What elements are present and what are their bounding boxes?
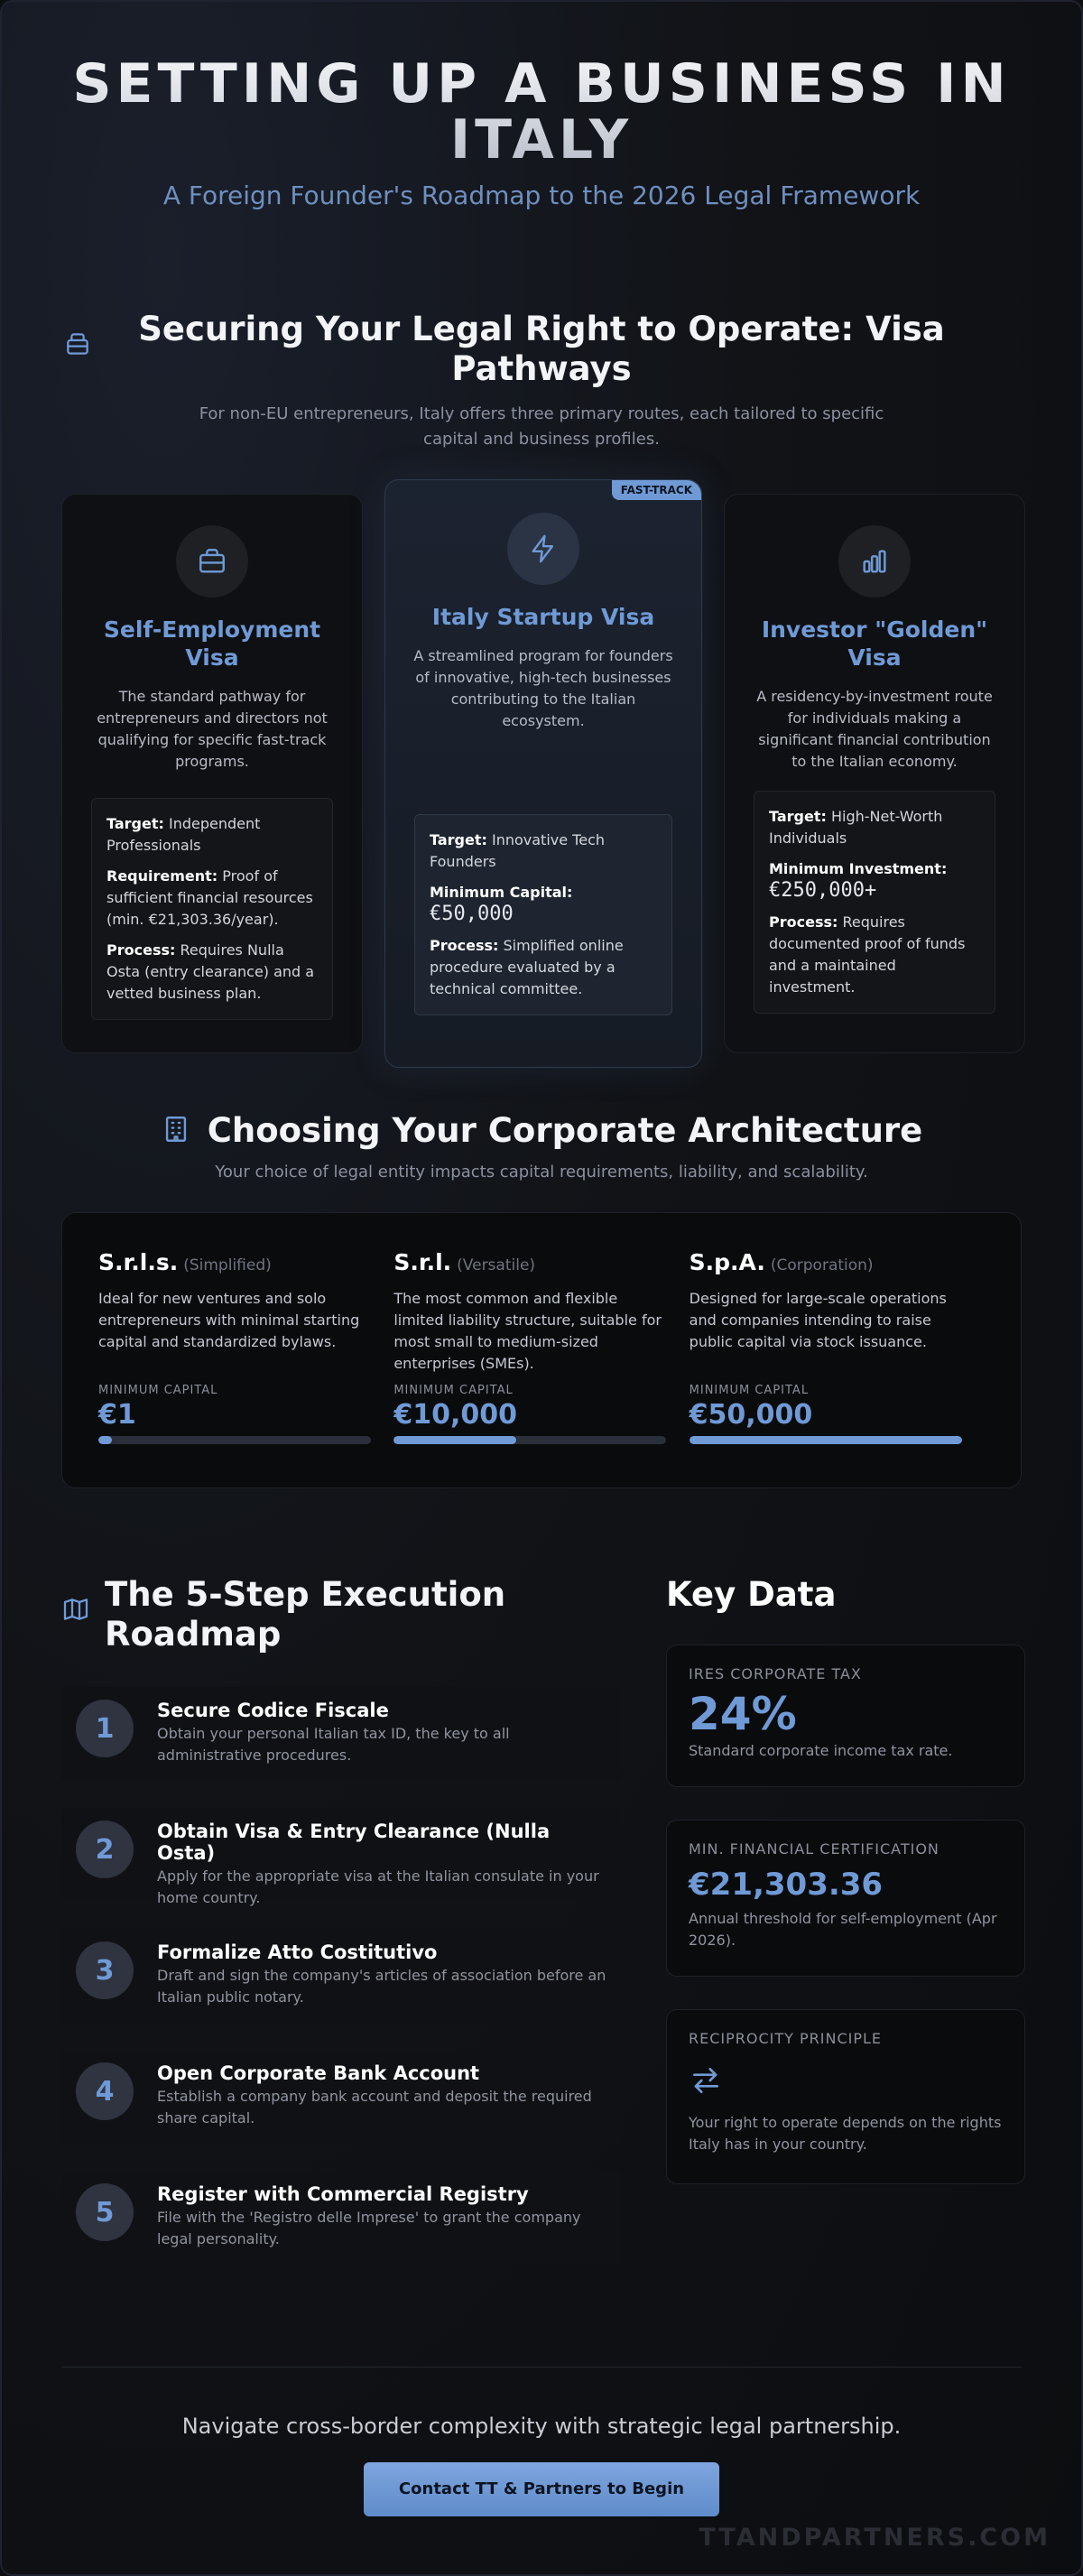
contact-button[interactable]: Contact TT & Partners to Begin [364, 2462, 719, 2516]
entity-comparison [61, 1212, 1022, 1488]
visa-card-details [754, 791, 995, 1014]
entity-tag: (Corporation) [770, 1256, 874, 1274]
visa-section [2, 310, 1081, 1057]
visa-card-details [91, 798, 333, 1020]
detail-label: Target: [769, 808, 827, 825]
step-title: Obtain Visa & Entry Clearance (Nulla Osta) [157, 1821, 551, 1864]
entity-spa [690, 1249, 985, 1487]
detail-label: Process: [769, 913, 838, 931]
step-number: 4 [76, 2062, 134, 2120]
capital-bar [690, 1436, 962, 1444]
entity-description: The most common and flexible limited liability structure, suitable for most small to medium-sized enterprises (SMEs). [393, 1290, 662, 1372]
key-card-value: €21,303.36 [689, 1867, 884, 1903]
roadmap [61, 1575, 623, 2292]
page-title: SETTING UP A BUSINESS IN ITALY [63, 56, 1020, 168]
lightning-icon [507, 513, 579, 585]
building-icon [161, 1114, 191, 1148]
roadmap-step [61, 2171, 623, 2265]
detail-label: Target: [106, 815, 164, 832]
capital-value: €10,000 [393, 1399, 517, 1431]
map-icon [61, 1595, 90, 1627]
key-card-tax [666, 1645, 1025, 1787]
detail-value: Independent Professionals [106, 815, 261, 854]
capital-bar [98, 1436, 371, 1444]
footer [2, 2414, 1081, 2516]
detail-label: Requirement: [106, 867, 218, 885]
detail-value: Requires documented proof of funds and a maintained investment. [769, 913, 966, 996]
step-title: Formalize Atto Costitutivo [157, 1941, 438, 1963]
key-data [666, 1575, 1025, 2184]
detail-label: Minimum Capital: [430, 884, 573, 901]
capital-bar-fill [98, 1436, 112, 1444]
capital-value: €50,000 [689, 1399, 813, 1431]
step-description: Obtain your personal Italian tax ID, the key to all administrative procedures. [157, 1725, 510, 1764]
architecture-description: Your choice of legal entity impacts capital requirements, liability, and scalability. [215, 1163, 868, 1181]
visa-card-description: A streamlined program for founders of innovative, high-tech businesses contributing to the Italian ecosystem. [413, 647, 673, 729]
detail-label: Minimum Investment: [769, 860, 948, 877]
key-card-label: MIN. FINANCIAL CERTIFICATION [689, 1840, 940, 1858]
detail-value: €250,000+ [769, 879, 877, 902]
entity-name: S.p.A. [689, 1249, 765, 1275]
key-card-label: IRES CORPORATE TAX [689, 1665, 862, 1682]
key-card-label: RECIPROCITY PRINCIPLE [689, 2030, 883, 2047]
capital-bar [393, 1436, 666, 1444]
key-card-description: Annual threshold for self-employment (Apr 2026). [689, 1910, 997, 1949]
architecture-title: Choosing Your Corporate Architecture [207, 1111, 923, 1150]
capital-value: €1 [98, 1399, 136, 1431]
step-number: 1 [76, 1700, 134, 1757]
key-card-description: Your right to operate depends on the rights Italy has in your country. [689, 2114, 1002, 2153]
step-title: Register with Commercial Registry [157, 2183, 529, 2205]
detail-value: Requires Nulla Osta (entry clearance) and a vetted business plan. [106, 941, 315, 1002]
detail-value: High-Net-Worth Individuals [769, 808, 943, 847]
passport-icon [63, 329, 92, 362]
entity-name: S.r.l.s. [98, 1249, 179, 1275]
roadmap-step [61, 1929, 623, 2023]
brand-watermark: TTANDPARTNERS.COM [699, 2524, 1051, 2552]
capital-label: MINIMUM CAPITAL [98, 1384, 218, 1397]
detail-value: Simplified online procedure evaluated by a technical committee. [430, 937, 624, 997]
arrows-exchange-icon [689, 2063, 1003, 2101]
roadmap-step [61, 2050, 623, 2144]
step-title: Secure Codice Fiscale [157, 1700, 389, 1721]
capital-bar-fill [690, 1436, 962, 1444]
step-number: 5 [76, 2183, 134, 2241]
visa-card-title: Investor "Golden" Visa [761, 616, 988, 671]
roadmap-step [61, 1808, 623, 1906]
step-number: 3 [76, 1941, 134, 1999]
visa-section-description: For non-EU entrepreneurs, Italy offers three primary routes, each tailored to specific capital and business profiles. [199, 404, 884, 449]
roadmap-title: The 5-Step Execution Roadmap [105, 1575, 506, 1654]
visa-card-startup [384, 479, 702, 1068]
detail-value: Proof of sufficient financial resources (min. €21,303.36/year). [106, 867, 313, 928]
step-description: File with the 'Registro delle Imprese' to grant the company legal personality. [157, 2209, 581, 2247]
entity-description: Designed for large-scale operations and companies intending to raise public capital via stock issuance. [689, 1290, 947, 1350]
architecture-section [2, 1111, 1081, 1488]
step-description: Draft and sign the company's articles of association before an Italian public notary. [157, 1967, 606, 2006]
detail-label: Process: [106, 941, 176, 959]
fast-track-badge: FAST-TRACK [612, 480, 701, 500]
key-data-title: Key Data [666, 1575, 837, 1614]
entity-name: S.r.l. [393, 1249, 452, 1275]
key-card-reciprocity [666, 2009, 1025, 2184]
visa-card-title: Italy Startup Visa [431, 604, 655, 630]
key-card-value: 24% [689, 1688, 797, 1740]
entity-srls [98, 1249, 393, 1487]
entity-tag: (Versatile) [457, 1256, 536, 1274]
visa-card-description: A residency-by-investment route for individuals making a significant financial contribution to the Italian economy. [756, 688, 993, 770]
step-title: Open Corporate Bank Account [157, 2062, 480, 2084]
visa-card-self-employment [61, 494, 363, 1053]
detail-label: Target: [430, 831, 487, 848]
page-subtitle: A Foreign Founder's Roadmap to the 2026 Legal Framework [162, 181, 921, 210]
entity-srl [393, 1249, 689, 1487]
hero-header [2, 2, 1081, 210]
step-description: Apply for the appropriate visa at the Italian consulate in your home country. [157, 1867, 599, 1906]
visa-card-investor [724, 494, 1025, 1053]
entity-tag: (Simplified) [183, 1256, 272, 1274]
roadmap-keydata-section [2, 1575, 1081, 2369]
capital-label: MINIMUM CAPITAL [689, 1384, 810, 1397]
visa-section-title: Securing Your Legal Right to Operate: Visa Pathways [138, 310, 945, 388]
roadmap-steps [61, 1687, 623, 2265]
visa-cards [2, 479, 1081, 1057]
key-card-financial [666, 1820, 1025, 1977]
detail-value: Innovative Tech Founders [430, 831, 605, 870]
briefcase-icon [176, 525, 248, 598]
key-card-description: Standard corporate income tax rate. [689, 1742, 953, 1759]
bar-chart-icon [838, 525, 911, 598]
step-number: 2 [76, 1821, 134, 1878]
capital-bar-fill [393, 1436, 516, 1444]
detail-label: Process: [430, 937, 499, 954]
visa-card-title: Self-Employment Visa [103, 616, 321, 671]
step-description: Establish a company bank account and deposit the required share capital. [157, 2088, 592, 2127]
entity-description: Ideal for new ventures and solo entrepreneurs with minimal starting capital and standardized bylaws. [98, 1290, 360, 1350]
capital-label: MINIMUM CAPITAL [393, 1384, 514, 1397]
roadmap-step [61, 1687, 623, 1781]
visa-card-details [414, 814, 672, 1015]
footer-tagline: Navigate cross-border complexity with strategic legal partnership. [181, 2414, 902, 2439]
visa-card-description: The standard pathway for entrepreneurs and directors not qualifying for specific fast-track programs. [97, 688, 328, 770]
detail-value: €50,000 [430, 903, 514, 925]
footer-divider [61, 2367, 1022, 2368]
architecture-header [2, 1111, 1081, 1151]
